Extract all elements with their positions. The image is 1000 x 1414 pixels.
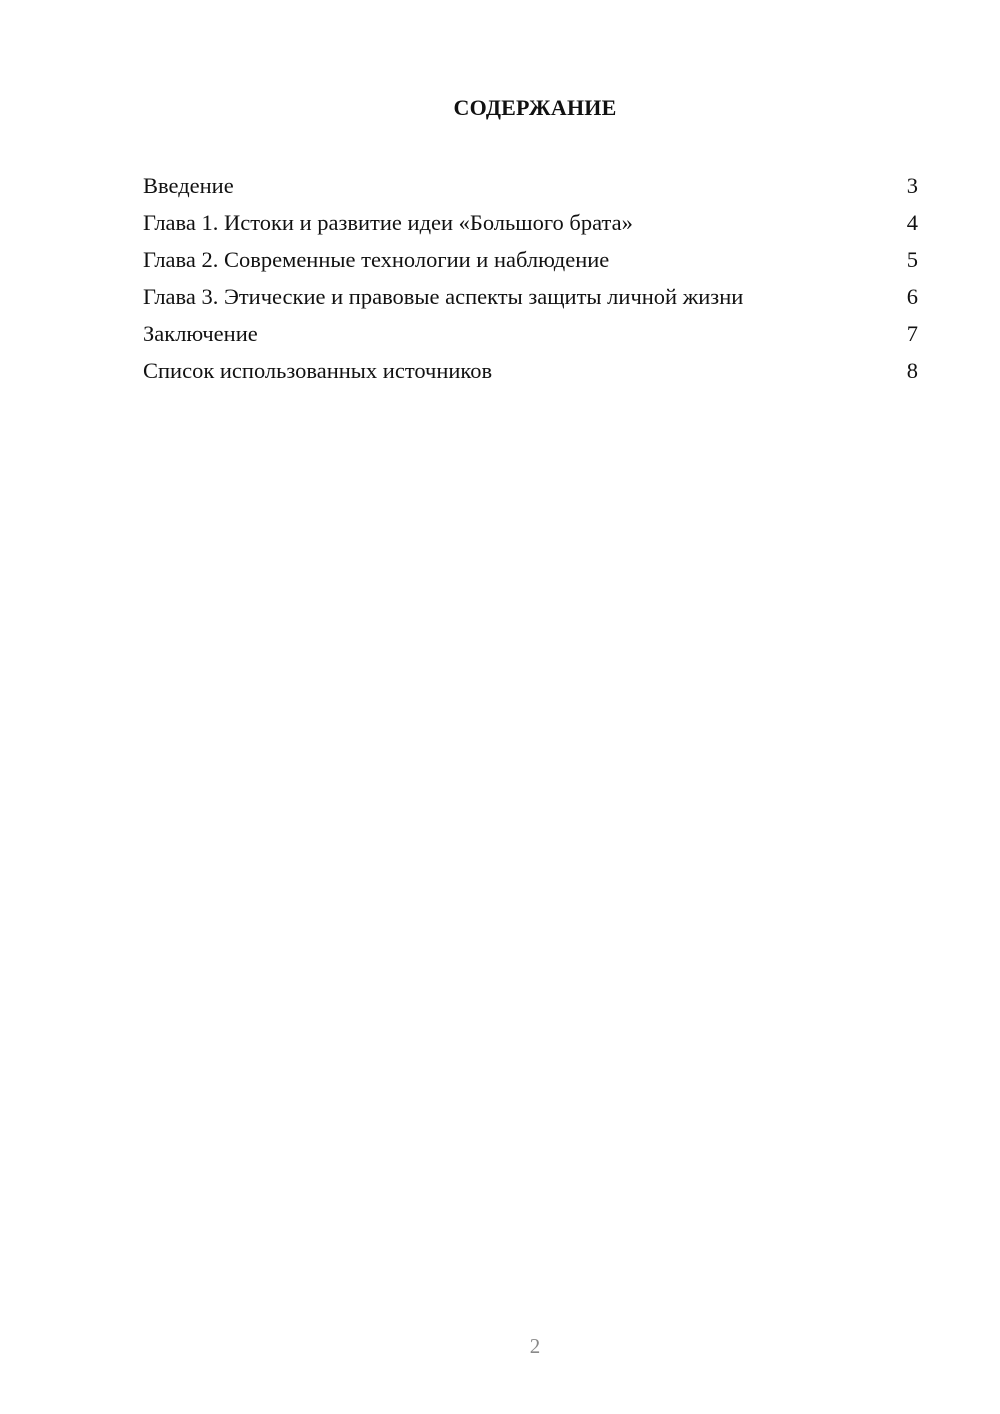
table-of-contents-list xyxy=(143,167,918,389)
toc-entry-page-number: 8 xyxy=(906,358,918,383)
toc-entry-chapter-3 xyxy=(143,278,918,315)
toc-entry-page-number: 4 xyxy=(906,210,918,235)
toc-entry-chapter-1 xyxy=(143,204,918,241)
table-of-contents-heading: СОДЕРЖАНИЕ xyxy=(453,95,617,120)
toc-entry-title: Заключение xyxy=(143,321,258,346)
toc-entry-page-number: 5 xyxy=(906,247,918,272)
toc-entry-references xyxy=(143,352,918,389)
toc-entry-conclusion xyxy=(143,315,918,352)
toc-entry-page-number: 6 xyxy=(906,284,918,309)
toc-entry-title: Глава 1. Истоки и развитие идеи «Большого брата» xyxy=(143,210,633,235)
toc-entry-title: Глава 3. Этические и правовые аспекты защиты личной жизни xyxy=(143,284,744,309)
page-number-footer: 2 xyxy=(529,1334,541,1358)
toc-entry-chapter-2 xyxy=(143,241,918,278)
toc-entry-title: Список использованных источников xyxy=(143,358,493,383)
toc-entry-introduction xyxy=(143,167,918,204)
toc-entry-page-number: 7 xyxy=(906,321,918,346)
toc-entry-page-number: 3 xyxy=(906,173,918,198)
toc-entry-title: Введение xyxy=(143,173,234,198)
toc-entry-title: Глава 2. Современные технологии и наблюдение xyxy=(143,247,610,272)
